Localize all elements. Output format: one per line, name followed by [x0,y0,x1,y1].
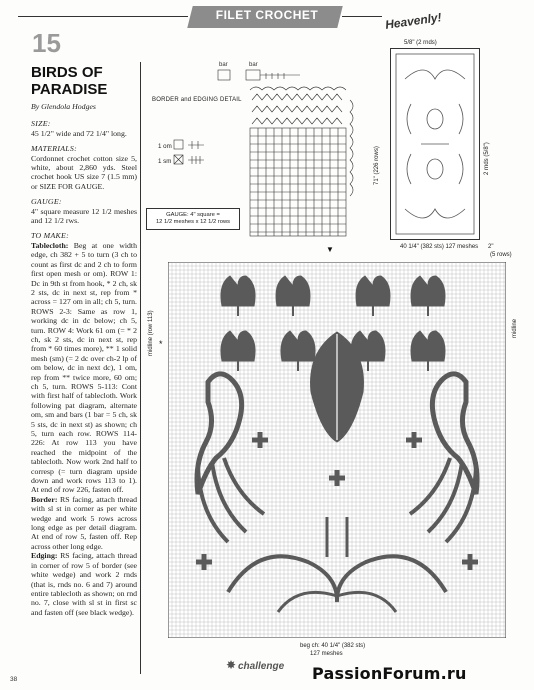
edging-label: Edging: [31,551,58,561]
solid-mesh-stitch [188,156,204,164]
size-text: 45 1/2" wide and 72 1/4" long. [31,128,127,138]
materials-text: Cordonnet crochet cotton size 5, white, about 2,860 yds. Steel crochet hook US size 7 (1.5 mm) or SIZE FOR GAUGE. [31,153,137,191]
beginning-chain-label: beg ch: 40 1/4" (382 sts) [300,643,366,649]
column-divider [140,62,141,674]
tablecloth-thumbnail [390,48,480,240]
article-title [31,64,137,98]
midline-row-label: midline (row 113) [148,310,154,356]
thumbnail-medallion-bottom [427,159,443,179]
gauge-text: 4" square measure 12 1/2 meshes and 12 1/2 rws. [31,206,137,226]
gauge-box [146,208,240,230]
thumbnail-medallion-top [427,109,443,129]
top-width-label: 5/8" (2 rnds) [404,40,437,46]
side-width-label: 2 rnds (5/8") [484,142,490,175]
key-solid-mesh-label: 1 sm [158,158,172,165]
watermark: PassionForum.ru [312,664,467,683]
bottom-right-label: 2" [488,244,494,250]
byline: By Glendola Hodges [31,102,96,111]
gauge-heading: GAUGE: [31,197,62,207]
header-rule-left [18,16,188,17]
tablecloth-instructions [31,241,137,495]
border-instructions [31,495,137,551]
border-edging-detail-label: BORDER and EDGING DETAIL [152,97,242,103]
border-text: RS facing, attach thread with sl st in corner as per white wedge and work 5 rows across long edge as per detail diagram. At end of row 5, fasten off. Rep across other long edge. [31,494,137,551]
edging-zigzag-1 [252,94,342,100]
detail-grid [250,128,346,236]
midline-arrow-icon: ▼ [326,245,334,254]
article-title-line-2: PARADISE [31,81,108,98]
brand-name: challenge [238,661,285,672]
section-banner-title: FILET CROCHET [215,8,319,22]
bar-chain-stitches [266,73,284,79]
bar-label-1: bar [219,62,228,68]
border-label: Border: [31,494,58,504]
gauge-box-line-2: 12 1/2 meshes x 12 1/2 rows [155,219,231,225]
tablecloth-thumbnail-drawing [391,49,479,239]
edging-zigzag-3 [252,118,342,124]
open-mesh-symbol [174,140,183,149]
filet-chart [168,262,506,638]
gauge-box-line-1: GAUGE: 4" square = [166,212,220,218]
side-edging-scallops [350,100,353,196]
thumbnail-bottom-scroll [405,209,465,218]
heavenly-tagline: Heavenly! [384,10,443,32]
article-title-line-1: BIRDS OF [31,64,103,81]
header-rule-right [342,16,382,17]
edging-scallops [250,87,346,90]
to-make-heading: TO MAKE: [31,231,69,241]
key-open-mesh-label: 1 om [158,143,172,150]
instructions-column [31,64,137,617]
bar-label-2: bar [249,62,258,68]
page-number: 38 [10,676,18,683]
brand-star-icon: ✸ [226,658,237,672]
edging-zigzag-2 [252,106,342,112]
open-mesh-stitch [188,141,204,149]
midline-right-label: midline [512,318,518,338]
edging-instructions [31,551,137,617]
meshes-count-label: 127 meshes [310,651,343,657]
size-heading: SIZE: [31,119,51,129]
bar-symbol-1 [218,70,230,80]
bottom-rows-label: (5 rows) [490,252,512,258]
bottom-width-label: 40 1/4" (382 sts) 127 meshes [400,244,479,250]
pattern-number: 15 [32,28,61,58]
chart-star-marker: * [159,339,163,349]
edging-text: RS facing, attach thread in corner of row 5 of border (see white wedge) and work 2 rnds (that is, rnds no. 6 and 7) around entire tablecloth as shown; on rnd no. 7, close with sl st in first sc and fasten off (see black wedge). [31,551,137,617]
filet-chart-graphic [168,262,506,638]
tablecloth-text: Beg at one width edge, ch 382 + 5 to turn (3 ch to count as first dc and 2 ch to form first open mesh or om). ROW 1: Dc in 9th st from hook, * 2 ch, sk 2 sts, dc in next st, rep from * across = 127 om in all; ch 5, turn. ROWS 2-3: Same as row 1, working dc in dc below; ch 5, turn. ROW 4: Work 61 om (= * 2 ch, sk 2 sts, dc in next st, rep from * 60 times more), ** 1 solid mesh (sm) (= 2 dc over ch-2 lp of om below, dc in next dc), 1 om, rep from ** twice more, 60 om; ch 5, turn. ROWS 5-113: Cont with first half of tablecloth. Work following pat diagram, alternate om, sm and bars (1 bar = 5 ch, sk 5 sts, dc in next st) as shown; ch 5, turn each row. ROWS 114-226: At row 113 you have reached the midpoint of the tablecloth. Now work 2nd half to corresp (= turn diagram upside down and work rows 113 to 1). At end of row 226, fasten off. [31,240,137,495]
solid-mesh-cross [174,155,183,164]
thumbnail-top-scroll [405,70,465,79]
bar-symbol-2 [246,70,260,80]
length-label: 71" (226 rows) [374,146,380,185]
materials-heading: MATERIALS: [31,144,78,154]
tablecloth-label: Tablecloth: [31,240,69,250]
